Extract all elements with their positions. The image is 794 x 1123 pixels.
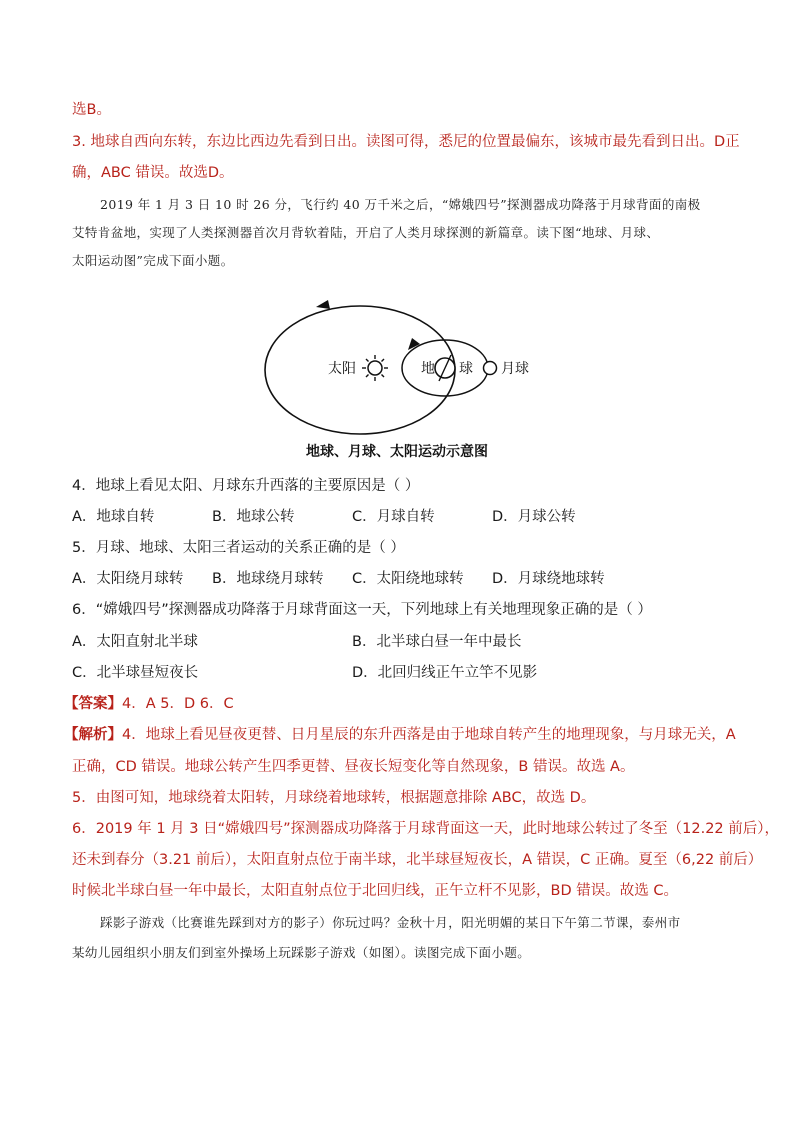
analysis-tag: 【解析】 bbox=[64, 727, 122, 743]
analysis-line6: 时候北半球白昼一年中最长，太阳直射点位于北回归线，正午立杆不见影，BD 错误。故选 C。 bbox=[72, 883, 678, 899]
analysis-line5: 还未到春分（3.21 前后），太阳直射点位于南半球，北半球昼短夜长，A 错误，C 正确。夏至（6,22 前后） bbox=[72, 852, 763, 868]
earth-orbit-arrow bbox=[316, 300, 330, 309]
q6-option-a: A．太阳直射北半球 bbox=[72, 634, 198, 650]
analysis-line3: 5．由图可知，地球绕着太阳转，月球绕着地球转，根据题意排除 ABC，故选 D。 bbox=[72, 790, 596, 806]
outro-line2: 某幼儿园组织小朋友们到室外操场上玩踩影子游戏（如图）。读图完成下面小题。 bbox=[72, 945, 531, 960]
q5-option-a: A．太阳绕月球转 bbox=[72, 571, 184, 587]
prev-answer-tail: 选B。 bbox=[72, 102, 111, 118]
intro-line2: 艾特肯盆地，实现了人类探测器首次月背软着陆，开启了人类月球探测的新篇章。读下图“地球、月球、 bbox=[72, 225, 660, 240]
intro-line1: 2019 年 1 月 3 日 10 时 26 分，飞行约 40 万千米之后，“嫦娥四号”探测器成功降落于月球背面的南极 bbox=[100, 197, 701, 212]
answer-line bbox=[64, 693, 234, 715]
moon-label: 月球 bbox=[501, 361, 529, 377]
q6-stem: 6．“嫦娥四号”探测器成功降落于月球背面这一天，下列地球上有关地理现象正确的是（ ） bbox=[72, 602, 652, 618]
analysis-line4: 6．2019 年 1 月 3 日“嫦娥四号”探测器成功降落于月球背面这一天，此时地球公转过了冬至（12.22 前后）， bbox=[72, 821, 780, 837]
q4-option-b: B．地球公转 bbox=[212, 509, 295, 525]
sun-label: 太阳 bbox=[328, 361, 356, 377]
answer-tag: 【答案】 bbox=[64, 696, 122, 712]
earth-moon-sun-diagram bbox=[250, 286, 530, 436]
q6-option-b: B．北半球白昼一年中最长 bbox=[352, 634, 522, 650]
q4-option-d: D．月球公转 bbox=[492, 509, 576, 525]
outro-line1: 踩影子游戏（比赛谁先踩到对方的影子）你玩过吗？金秋十月，阳光明媚的某日下午第二节课，泰州市 bbox=[100, 915, 681, 930]
figure-caption: 地球、月球、太阳运动示意图 bbox=[306, 444, 488, 460]
q3-explanation-line1: 3. 地球自西向东转，东边比西边先看到日出。读图可得，悉尼的位置最偏东，该城市最先看到日出。D正 bbox=[72, 134, 740, 150]
q5-option-d: D．月球绕地球转 bbox=[492, 571, 605, 587]
q5-option-b: B．地球绕月球转 bbox=[212, 571, 324, 587]
analysis-line1 bbox=[64, 724, 736, 746]
earth-icon bbox=[435, 355, 455, 381]
earth-label-right: 球 bbox=[459, 361, 473, 377]
sun-icon bbox=[362, 355, 388, 381]
answer-text: 4．A 5．D 6．C bbox=[122, 696, 234, 712]
q4-stem: 4．地球上看见太阳、月球东升西落的主要原因是（ ） bbox=[72, 478, 420, 494]
intro-line3: 太阳运动图”完成下面小题。 bbox=[72, 253, 234, 268]
analysis-text1: 4．地球上看见昼夜更替、日月星辰的东升西落是由于地球自转产生的地理现象，与月球无关，A bbox=[122, 727, 736, 743]
q6-option-d: D．北回归线正午立竿不见影 bbox=[352, 665, 538, 681]
q5-option-c: C．太阳绕地球转 bbox=[352, 571, 464, 587]
earth-label-left: 地 bbox=[421, 361, 435, 377]
moon-icon bbox=[484, 362, 497, 375]
q6-option-c: C．北半球昼短夜长 bbox=[72, 665, 199, 681]
q4-option-c: C．月球自转 bbox=[352, 509, 435, 525]
analysis-line2: 正确，CD 错误。地球公转产生四季更替、昼夜长短变化等自然现象，B 错误。故选 A。 bbox=[72, 759, 635, 775]
q4-option-a: A．地球自转 bbox=[72, 509, 155, 525]
q3-explanation-line2: 确，ABC 错误。故选D。 bbox=[72, 165, 234, 181]
q5-stem: 5．月球、地球、太阳三者运动的关系正确的是（ ） bbox=[72, 540, 405, 556]
